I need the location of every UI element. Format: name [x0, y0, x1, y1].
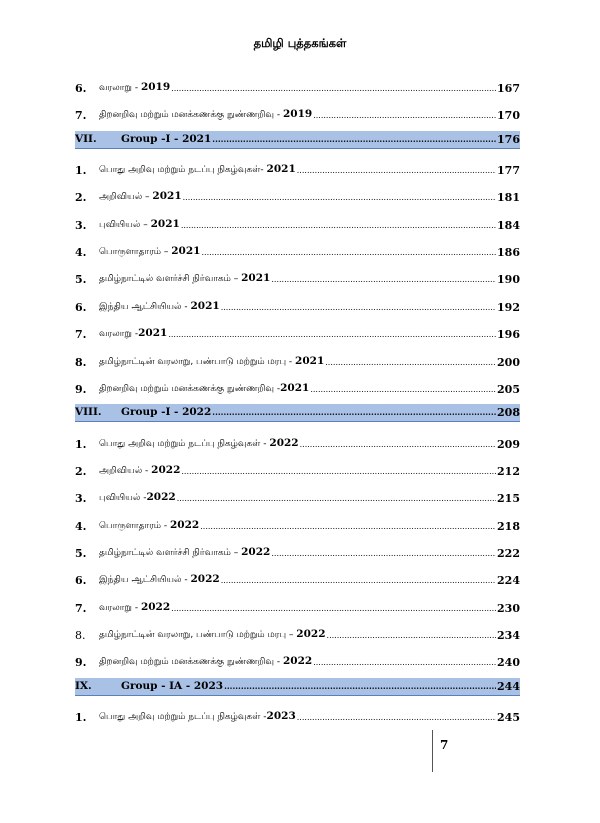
- toc-row-number: 7.: [75, 109, 87, 123]
- toc-row-page: 224: [497, 574, 520, 588]
- toc-row-number: 3.: [75, 218, 87, 232]
- toc-row-leader-dots: [201, 246, 496, 259]
- toc-row-title-year: 2021: [190, 299, 220, 312]
- toc-row-number: 1.: [75, 437, 87, 451]
- toc-row-title-text: பொருளாதாரம் –: [99, 247, 172, 258]
- toc-row-title-year: 2022: [296, 628, 326, 640]
- toc-row-leader-dots: [171, 602, 496, 615]
- toc-row-title-text: தமிழ்நாட்டில் வளர்ச்சி நிர்வாகம் –: [99, 547, 242, 558]
- toc-row: [75, 240, 520, 259]
- toc-row-page: 240: [497, 656, 520, 670]
- toc-row-page: 177: [497, 164, 520, 178]
- toc-row-page: 184: [497, 218, 520, 232]
- toc-row-leader-dots: [327, 629, 497, 642]
- toc-row-number: 8.: [75, 629, 86, 642]
- toc-row-title-text: வரலாறு -: [99, 83, 141, 93]
- toc-row-title: [99, 601, 170, 615]
- toc-row-title-year: 2019: [140, 81, 171, 93]
- toc-row: [75, 541, 520, 560]
- toc-row-title-text: தமிழ்நாட்டின் வரலாறு, பண்பாடு மற்றும் மரபு –: [99, 630, 297, 640]
- toc-row-leader-dots: [224, 680, 496, 693]
- toc-row-title-text: அறிவியல் -: [99, 465, 152, 476]
- toc-row-title-text: புவியியல் -: [99, 493, 147, 504]
- toc-row-title-year: 2021: [241, 272, 271, 285]
- toc-row-title: [99, 464, 180, 478]
- toc-row-title-text: திறனறிவு மற்றும் மனக்கணக்கு நுண்ணறிவு -: [99, 657, 283, 668]
- toc-row-leader-dots: [271, 547, 496, 560]
- toc-row-page: 170: [497, 109, 520, 123]
- toc-row-title-year: 2022: [241, 545, 271, 558]
- toc-row: [75, 350, 520, 369]
- toc-row-title-year: 2022: [282, 655, 313, 668]
- toc-row-leader-dots: [221, 574, 496, 587]
- toc-row-title: [99, 245, 200, 259]
- toc-row-leader-dots: [310, 383, 496, 396]
- toc-row-page: 186: [497, 246, 520, 260]
- toc-row-number: 6.: [75, 300, 87, 314]
- toc-row-title-year: 2021: [150, 217, 180, 230]
- toc-row-page: 176: [497, 132, 520, 146]
- toc-row-title: [99, 628, 326, 642]
- toc-row-number: 9.: [75, 382, 87, 396]
- toc-row-number: 9.: [75, 656, 87, 670]
- toc-row-title-year: Group - IA - 2023: [121, 679, 224, 692]
- toc-row-number: 7.: [75, 328, 87, 342]
- toc-row-title: [99, 437, 299, 451]
- toc-row-number: 1.: [75, 164, 87, 178]
- toc-row-title-text: பொது அறிவு மற்றும் நடப்பு நிகழ்வுகள் -: [99, 438, 270, 449]
- toc-row-title-year: Group -I - 2021: [121, 132, 212, 145]
- toc-row-title-year: 2021: [280, 381, 310, 394]
- toc-row: [75, 432, 520, 451]
- toc-section-row: [75, 678, 520, 696]
- toc-row: [75, 295, 520, 314]
- toc-row-number: 2.: [75, 464, 87, 478]
- toc-row-leader-dots: [212, 406, 496, 419]
- toc-row-title-text: வரலாறு -: [99, 329, 139, 340]
- toc-row-leader-dots: [181, 219, 496, 232]
- toc-row-leader-dots: [325, 356, 496, 369]
- toc-row-page: 215: [497, 492, 520, 506]
- toc-row: [75, 459, 520, 478]
- toc-row-title-year: 2022: [140, 600, 171, 613]
- toc-row-leader-dots: [271, 273, 496, 286]
- toc-row-page: 205: [497, 382, 520, 396]
- toc-row-number: 7.: [75, 601, 87, 615]
- toc-row-leader-dots: [297, 164, 496, 177]
- toc-row-title-text: பொது அறிவு மற்றும் நடப்பு நிகழ்வுகள் -: [99, 712, 267, 723]
- toc-row-title-year: 2022: [190, 573, 220, 586]
- toc-row-title: [99, 218, 180, 232]
- toc-row-leader-dots: [300, 438, 496, 451]
- toc-row-leader-dots: [313, 656, 496, 669]
- toc-row-title-text: திறனறிவு மற்றும் மனக்கணக்கு நுண்ணறிவு -: [99, 110, 283, 121]
- toc-row-page: 200: [497, 355, 520, 369]
- toc-row-number: 8.: [75, 355, 87, 369]
- toc-row-title: [99, 382, 309, 396]
- toc-row-title-text: பொது அறிவு மற்றும் நடப்பு நிகழ்வுகள்-: [99, 165, 267, 176]
- toc-row-page: 209: [497, 437, 520, 451]
- toc-row-number: IX.: [75, 679, 92, 692]
- toc-row: [75, 705, 520, 724]
- toc-row-leader-dots: [200, 520, 496, 533]
- toc-row: [75, 596, 520, 615]
- toc-row-title-year: Group -I - 2022: [121, 406, 212, 419]
- toc-row-title-text: தமிழ்நாட்டில் வளர்ச்சி நிர்வாகம் –: [99, 274, 242, 285]
- toc-row-title-text: இந்திய ஆட்சியியல் -: [99, 575, 191, 586]
- toc-row-title-year: 2022: [151, 463, 181, 476]
- toc-row: [75, 185, 520, 204]
- toc-row-title: [99, 573, 220, 587]
- toc-row-title: [99, 655, 312, 669]
- toc-row-number: 4.: [75, 519, 87, 533]
- toc-row-title-year: 2021: [171, 245, 201, 258]
- toc-row-title-year: 2022: [146, 491, 176, 504]
- toc-row: [75, 213, 520, 232]
- toc-row-title: [99, 300, 220, 314]
- toc-row: [75, 377, 520, 396]
- toc-row-title: [99, 519, 199, 533]
- toc-row-number: 4.: [75, 246, 87, 260]
- toc-row-number: VII.: [75, 132, 97, 145]
- toc-row-title: [121, 133, 211, 146]
- toc-row-page: 167: [497, 82, 520, 95]
- toc-row-number: 1.: [75, 711, 87, 725]
- toc-row-page: 218: [497, 519, 520, 533]
- toc-row: [75, 623, 520, 642]
- toc-row-number: 6.: [75, 574, 87, 588]
- toc-row-page: 222: [497, 546, 520, 560]
- toc-row-leader-dots: [221, 301, 496, 314]
- toc-section-row: [75, 404, 520, 422]
- toc-row: [75, 514, 520, 533]
- toc-row-number: 6.: [75, 82, 87, 95]
- toc-row-title: [99, 272, 270, 286]
- toc-row-title-text: தமிழ்நாட்டின் வரலாறு, பண்பாடு மற்றும் மரபு -: [99, 356, 296, 367]
- toc-row-leader-dots: [181, 465, 496, 478]
- toc-row-title-year: 2021: [295, 354, 325, 367]
- toc-row-page: 181: [497, 191, 520, 205]
- toc-row-page: 230: [497, 601, 520, 615]
- toc-row-leader-dots: [313, 109, 496, 122]
- toc-row: [75, 158, 520, 177]
- toc-row-title-year: 2022: [170, 518, 200, 531]
- toc-row-title-year: 2019: [282, 108, 313, 121]
- toc-row-page: 245: [497, 711, 520, 725]
- toc-row-title-text: அறிவியல் –: [99, 192, 153, 203]
- toc-row-page: 234: [497, 629, 520, 642]
- toc-row: [75, 650, 520, 669]
- toc-row-title: [99, 81, 170, 95]
- toc-row: [75, 568, 520, 587]
- toc-row-leader-dots: [212, 133, 496, 146]
- toc-row-number: 3.: [75, 492, 87, 506]
- toc-row-leader-dots: [183, 191, 496, 204]
- page-number: 7: [440, 738, 449, 752]
- page-header-title: தமிழி புத்தகங்கள்: [253, 36, 347, 50]
- toc-row-number: 5.: [75, 273, 87, 287]
- toc-row-page: 212: [497, 464, 520, 478]
- toc-row-title-text: திறனறிவு மற்றும் மனக்கணக்கு நுண்ணறிவு -: [99, 383, 281, 394]
- toc-section-row: [75, 131, 520, 149]
- toc-row-title-year: 2022: [269, 436, 299, 449]
- toc-row-leader-dots: [177, 492, 496, 505]
- toc-row-title: [99, 163, 296, 177]
- toc-row-title: [99, 491, 176, 505]
- toc-row-title-text: புவியியல் –: [99, 219, 151, 230]
- toc-row-title: [99, 190, 182, 204]
- toc-row-page: 244: [497, 679, 520, 693]
- toc-row-leader-dots: [168, 328, 496, 341]
- toc-row-page: 196: [497, 328, 520, 342]
- toc-row-leader-dots: [171, 82, 496, 95]
- toc-row-title-year: 2021: [152, 190, 182, 203]
- toc-row-page: 208: [497, 406, 520, 420]
- toc-row-title-text: இந்திய ஆட்சியியல் -: [99, 301, 191, 312]
- toc-row-title-text: பொருளாதாரம் -: [99, 520, 170, 531]
- toc-row: [75, 486, 520, 505]
- toc-row: [75, 103, 520, 122]
- toc-row: [75, 76, 520, 95]
- toc-row-number: VIII.: [75, 406, 102, 419]
- footer-rule: [432, 730, 433, 772]
- toc-row-page: 190: [497, 273, 520, 287]
- toc-row-number: 2.: [75, 191, 87, 205]
- toc-row-title: [121, 680, 223, 693]
- toc-row-title: [99, 355, 324, 369]
- toc-row-title: [99, 546, 270, 560]
- toc-row-number: 5.: [75, 546, 87, 560]
- toc-row: [75, 322, 520, 341]
- toc-row-title: [121, 406, 211, 419]
- toc-row-title-year: 2021: [266, 163, 296, 176]
- toc-row: [75, 267, 520, 286]
- toc-row-title: [99, 710, 296, 724]
- toc-row-page: 192: [497, 300, 520, 314]
- toc-row-title-year: 2023: [266, 710, 296, 723]
- toc-row-leader-dots: [297, 711, 496, 724]
- toc-row-title-year: 2021: [138, 327, 168, 340]
- toc-row-title: [99, 108, 312, 122]
- toc-row-title-text: வரலாறு -: [99, 602, 141, 613]
- toc-row-title: [99, 327, 167, 341]
